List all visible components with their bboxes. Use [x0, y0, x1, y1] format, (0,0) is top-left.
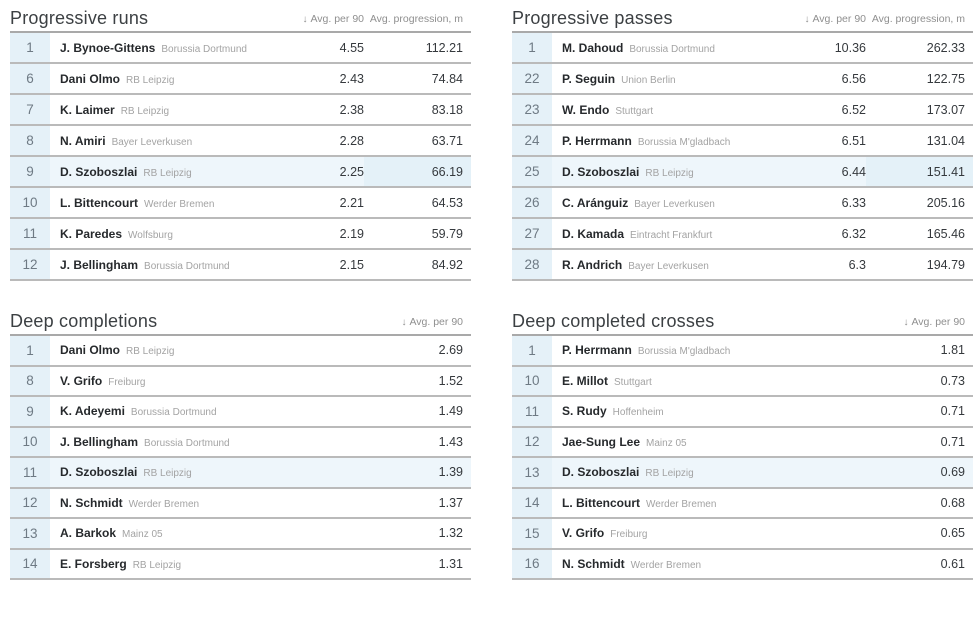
player-name: R. Andrich — [562, 257, 623, 272]
player-cell — [50, 433, 356, 451]
value-avg-per-90: 4.55 — [339, 40, 364, 55]
player-name: E. Forsberg — [60, 556, 127, 571]
sort-descending-icon: ↓ — [302, 13, 308, 25]
column-header-avg-per-90[interactable] — [751, 13, 866, 25]
rank-cell: 11 — [512, 397, 552, 426]
rank-cell: 12 — [10, 489, 50, 518]
value-avg-progression: 151.41 — [866, 157, 973, 186]
value-avg-per-90: 1.49 — [438, 404, 463, 419]
player-name: N. Amiri — [60, 133, 106, 148]
rank-cell: 13 — [512, 458, 552, 487]
player-team: RB Leipzig — [120, 105, 170, 117]
player-cell — [50, 225, 249, 243]
column-header-avg-per-90[interactable] — [249, 13, 364, 25]
value-avg-per-90: 1.52 — [438, 373, 463, 388]
player-team: RB Leipzig — [143, 167, 192, 179]
player-cell — [552, 372, 858, 390]
value-avg-progression: 205.16 — [926, 195, 965, 210]
player-name: M. Dahoud — [562, 40, 624, 55]
value-avg-per-90: 6.3 — [848, 257, 866, 272]
player-team: Mainz 05 — [122, 529, 163, 541]
value-avg-per-90: 0.73 — [940, 373, 965, 388]
player-name: Jae-Sung Lee — [562, 434, 641, 449]
rank-cell: 1 — [512, 33, 552, 62]
rank-cell: 10 — [10, 428, 50, 457]
player-row[interactable] — [512, 33, 973, 64]
value-avg-per-90: 2.43 — [339, 71, 364, 86]
table-rows — [10, 334, 471, 580]
value-avg-per-90: 6.32 — [841, 226, 866, 241]
player-cell — [552, 555, 858, 573]
player-name: P. Herrmann — [562, 133, 632, 148]
player-team: Bayer Leverkusen — [628, 260, 709, 272]
panel-header — [512, 6, 973, 31]
player-row[interactable] — [10, 519, 471, 550]
player-row[interactable] — [10, 336, 471, 367]
player-cell — [50, 402, 356, 420]
player-row[interactable] — [512, 95, 973, 126]
rank-cell: 11 — [10, 219, 50, 248]
player-cell — [552, 163, 751, 181]
player-cell — [552, 101, 751, 119]
rank-cell: 9 — [10, 397, 50, 426]
value-avg-progression: 63.71 — [431, 133, 463, 148]
value-avg-per-90: 2.15 — [339, 257, 364, 272]
player-cell — [552, 433, 858, 451]
player-cell — [50, 524, 356, 542]
value-avg-per-90: 0.71 — [940, 404, 965, 419]
player-team: Stuttgart — [614, 376, 652, 388]
stat-panel — [512, 309, 973, 580]
value-avg-progression: 122.75 — [926, 71, 965, 86]
player-cell — [50, 101, 249, 119]
player-row[interactable] — [10, 157, 471, 188]
player-team: RB Leipzig — [645, 468, 694, 480]
sort-descending-icon: ↓ — [903, 316, 909, 328]
player-name: D. Szoboszlai — [60, 164, 138, 179]
value-avg-progression: 173.07 — [926, 102, 965, 117]
player-team: Borussia M'gladbach — [637, 346, 731, 358]
value-avg-per-90: 6.33 — [841, 195, 866, 210]
player-team: Werder Bremen — [630, 559, 702, 571]
player-team: Freiburg — [108, 376, 146, 388]
player-team: Borussia Dortmund — [144, 437, 230, 449]
player-team: Borussia Dortmund — [629, 43, 715, 55]
value-avg-per-90: 6.51 — [841, 133, 866, 148]
rank-cell: 6 — [10, 64, 50, 93]
rank-cell: 10 — [10, 188, 50, 217]
player-name: Dani Olmo — [60, 71, 121, 86]
value-avg-per-90: 1.32 — [438, 526, 463, 541]
player-cell — [552, 524, 858, 542]
player-row[interactable] — [10, 188, 471, 219]
value-avg-progression: 131.04 — [926, 133, 965, 148]
column-header-avg-per-90-label: Avg. per 90 — [812, 12, 866, 25]
panel-title: Deep completed crosses — [512, 311, 715, 331]
rank-cell: 1 — [10, 33, 50, 62]
player-cell — [50, 341, 356, 359]
player-row[interactable] — [10, 367, 471, 398]
value-avg-per-90: 1.31 — [438, 556, 463, 571]
column-header-avg-per-90-label: Avg. per 90 — [310, 12, 364, 25]
player-cell — [552, 39, 751, 57]
player-team: Bayer Leverkusen — [111, 136, 193, 148]
column-header-avg-per-90-label: Avg. per 90 — [409, 315, 463, 328]
player-name: L. Bittencourt — [60, 195, 138, 210]
player-team: RB Leipzig — [132, 559, 182, 571]
value-avg-per-90: 0.69 — [940, 465, 965, 480]
player-name: N. Schmidt — [562, 556, 625, 571]
rank-cell: 13 — [10, 519, 50, 548]
stat-panel — [512, 6, 973, 281]
player-cell — [50, 194, 249, 212]
player-row[interactable] — [512, 428, 973, 459]
rank-cell: 12 — [512, 428, 552, 457]
value-avg-per-90: 1.37 — [438, 495, 463, 510]
value-avg-progression: 83.18 — [431, 102, 463, 117]
value-avg-per-90: 6.56 — [841, 71, 866, 86]
player-name: K. Paredes — [60, 226, 123, 241]
panel-title: Progressive runs — [10, 8, 149, 28]
player-row[interactable] — [512, 367, 973, 398]
player-team: Wolfsburg — [128, 229, 173, 241]
player-cell — [552, 463, 858, 481]
player-row[interactable] — [512, 64, 973, 95]
player-row[interactable] — [10, 428, 471, 459]
rank-cell: 14 — [10, 550, 50, 579]
player-row[interactable] — [512, 250, 973, 281]
value-avg-per-90: 0.71 — [940, 434, 965, 449]
value-avg-progression: 66.19 — [364, 157, 471, 186]
player-team: RB Leipzig — [126, 346, 175, 358]
player-name: W. Endo — [562, 102, 610, 117]
player-team: Bayer Leverkusen — [634, 198, 715, 210]
player-name: J. Bellingham — [60, 257, 139, 272]
player-name: J. Bellingham — [60, 434, 139, 449]
panel-title: Progressive passes — [512, 8, 673, 28]
table-rows — [512, 31, 973, 281]
value-avg-progression: 59.79 — [431, 226, 463, 241]
value-avg-progression: 165.46 — [926, 226, 965, 241]
player-cell — [50, 494, 356, 512]
stat-panel — [10, 6, 471, 281]
player-row[interactable] — [10, 126, 471, 157]
rank-cell: 16 — [512, 550, 552, 579]
player-team: Werder Bremen — [144, 198, 215, 210]
player-name: Dani Olmo — [60, 343, 121, 358]
player-team: Freiburg — [610, 529, 648, 541]
rank-cell: 1 — [10, 336, 50, 365]
player-name: E. Millot — [562, 373, 608, 388]
player-team: Borussia Dortmund — [130, 407, 217, 419]
player-row[interactable] — [10, 489, 471, 520]
value-avg-per-90: 1.43 — [438, 434, 463, 449]
player-row[interactable] — [512, 458, 973, 489]
player-team: RB Leipzig — [645, 167, 694, 179]
player-row[interactable] — [10, 33, 471, 64]
panel-title: Deep completions — [10, 311, 158, 331]
value-avg-per-90: 0.61 — [940, 556, 965, 571]
player-name: K. Adeyemi — [60, 404, 125, 419]
player-cell — [552, 341, 858, 359]
player-cell — [552, 194, 751, 212]
column-header-avg-per-90[interactable] — [356, 316, 471, 328]
player-row[interactable] — [512, 157, 973, 188]
player-team: Eintracht Frankfurt — [630, 229, 713, 241]
player-team: Werder Bremen — [646, 498, 717, 510]
player-team: Mainz 05 — [646, 437, 687, 449]
player-row[interactable] — [512, 188, 973, 219]
player-cell — [50, 39, 249, 57]
player-cell — [50, 132, 249, 150]
panel-header — [10, 6, 471, 31]
player-name: J. Bynoe-Gittens — [60, 40, 156, 55]
player-name: A. Barkok — [60, 526, 117, 541]
player-cell — [50, 372, 356, 390]
value-avg-per-90: 6.52 — [841, 102, 866, 117]
player-row[interactable] — [10, 458, 471, 489]
rank-cell: 24 — [512, 126, 552, 155]
panel-header — [10, 309, 471, 334]
value-avg-per-90: 2.25 — [339, 164, 364, 179]
player-row[interactable] — [10, 64, 471, 95]
rank-cell: 15 — [512, 519, 552, 548]
player-cell — [552, 402, 858, 420]
player-cell — [50, 256, 249, 274]
player-team: Borussia Dortmund — [161, 43, 247, 55]
player-cell — [552, 494, 858, 512]
player-team: RB Leipzig — [143, 468, 192, 480]
column-header-avg-per-90[interactable] — [858, 316, 973, 328]
rank-cell: 1 — [512, 336, 552, 365]
player-team: Borussia M'gladbach — [637, 136, 731, 148]
player-row[interactable] — [512, 550, 973, 581]
player-row[interactable] — [512, 219, 973, 250]
player-name: D. Szoboszlai — [562, 465, 640, 480]
player-cell — [552, 70, 751, 88]
panel-header — [512, 309, 973, 334]
value-avg-progression: 112.21 — [425, 40, 463, 55]
player-name: D. Kamada — [562, 226, 625, 241]
rank-cell: 10 — [512, 367, 552, 396]
player-name: N. Schmidt — [60, 495, 123, 510]
player-name: C. Aránguiz — [562, 195, 629, 210]
player-cell — [50, 555, 356, 573]
player-name: V. Grifo — [562, 526, 605, 541]
player-cell — [552, 225, 751, 243]
value-avg-per-90: 0.65 — [940, 526, 965, 541]
table-rows — [10, 31, 471, 281]
rank-cell: 28 — [512, 250, 552, 279]
value-avg-per-90: 2.21 — [339, 195, 364, 210]
value-avg-per-90: 1.81 — [940, 343, 965, 358]
table-rows — [512, 334, 973, 580]
rank-cell: 7 — [10, 95, 50, 124]
player-team: Stuttgart — [615, 105, 654, 117]
column-header-avg-per-90-label: Avg. per 90 — [911, 315, 965, 328]
player-row[interactable] — [10, 550, 471, 581]
value-avg-per-90: 2.28 — [339, 133, 364, 148]
rank-cell: 8 — [10, 126, 50, 155]
rank-cell: 11 — [10, 458, 50, 487]
player-cell — [50, 463, 356, 481]
value-avg-per-90: 0.68 — [940, 495, 965, 510]
player-team: Borussia Dortmund — [144, 260, 230, 272]
value-avg-progression: 84.92 — [431, 257, 463, 272]
value-avg-per-90: 2.38 — [339, 102, 364, 117]
player-name: K. Laimer — [60, 102, 115, 117]
player-name: D. Szoboszlai — [60, 465, 138, 480]
player-row[interactable] — [512, 519, 973, 550]
value-avg-progression: 194.79 — [926, 257, 965, 272]
player-team: Union Berlin — [621, 74, 676, 86]
value-avg-progression: 64.53 — [431, 195, 463, 210]
player-row[interactable] — [10, 95, 471, 126]
player-team: Hoffenheim — [612, 407, 664, 419]
rank-cell: 14 — [512, 489, 552, 518]
rank-cell: 26 — [512, 188, 552, 217]
player-cell — [50, 163, 249, 181]
rank-cell: 8 — [10, 367, 50, 396]
player-cell — [50, 70, 249, 88]
value-avg-per-90: 1.39 — [438, 465, 463, 480]
column-header-avg-progression[interactable]: Avg. progression, m — [871, 12, 965, 25]
player-name: P. Herrmann — [562, 343, 632, 358]
player-row[interactable] — [512, 126, 973, 157]
rank-cell: 22 — [512, 64, 552, 93]
sort-descending-icon: ↓ — [401, 316, 407, 328]
player-cell — [552, 132, 751, 150]
rank-cell: 23 — [512, 95, 552, 124]
value-avg-per-90: 10.36 — [834, 40, 866, 55]
player-name: D. Szoboszlai — [562, 164, 640, 179]
player-row[interactable] — [10, 397, 471, 428]
player-row[interactable] — [512, 397, 973, 428]
player-cell — [552, 256, 751, 274]
value-avg-per-90: 2.69 — [438, 343, 463, 358]
player-row[interactable] — [10, 250, 471, 281]
stat-panel — [10, 309, 471, 580]
player-name: P. Seguin — [562, 71, 616, 86]
value-avg-progression: 74.84 — [431, 71, 463, 86]
rank-cell: 12 — [10, 250, 50, 279]
player-name: V. Grifo — [60, 373, 103, 388]
player-name: S. Rudy — [562, 404, 607, 419]
player-row[interactable] — [10, 219, 471, 250]
column-header-avg-progression[interactable]: Avg. progression, m — [369, 12, 463, 25]
sort-descending-icon: ↓ — [804, 13, 810, 25]
rank-cell: 27 — [512, 219, 552, 248]
value-avg-progression: 262.33 — [926, 40, 965, 55]
player-row[interactable] — [512, 489, 973, 520]
rank-cell: 25 — [512, 157, 552, 186]
player-team: Werder Bremen — [128, 498, 200, 510]
value-avg-per-90: 6.44 — [841, 164, 866, 179]
rank-cell: 9 — [10, 157, 50, 186]
player-team: RB Leipzig — [126, 74, 175, 86]
player-row[interactable] — [512, 336, 973, 367]
player-name: L. Bittencourt — [562, 495, 640, 510]
value-avg-per-90: 2.19 — [339, 226, 364, 241]
